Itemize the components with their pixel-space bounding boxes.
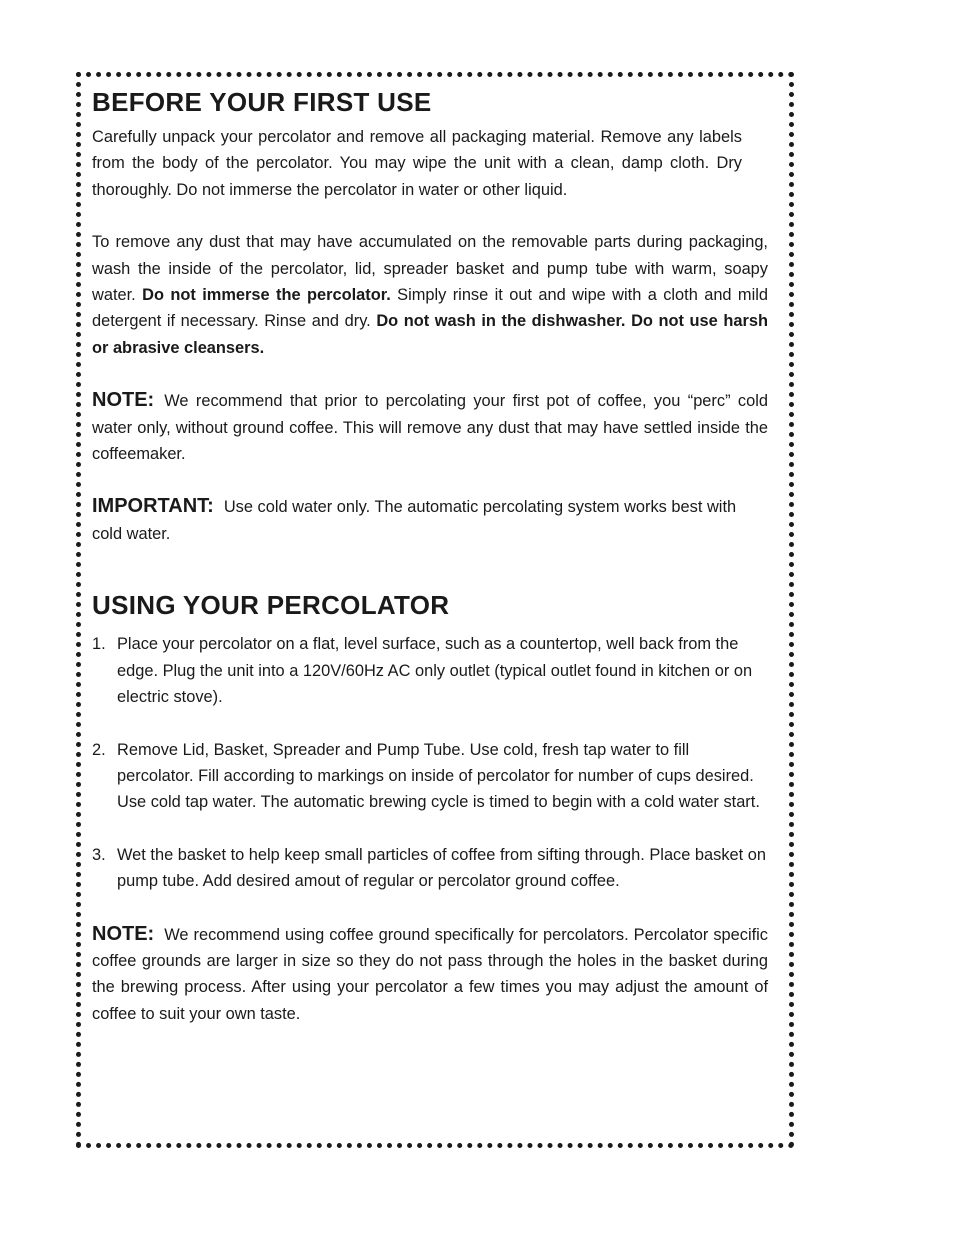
- paragraph-remove-dust-text-b: Simply rinse it out and wipe with a cloth and mild detergent if necessary. Rinse and dry.: [92, 286, 768, 331]
- note-text: We recommend that prior to percolating your first pot of coffee, you “perc” cold water only, without ground coffee. This will remove any dust that may have settled inside the coffeemaker.: [92, 392, 768, 464]
- list-item: [92, 631, 768, 710]
- note-label: NOTE:: [92, 922, 155, 945]
- step-number: 1.: [92, 635, 106, 654]
- usage-steps-list: [92, 631, 768, 894]
- warning-do-not-immerse: Do not immerse the percolator.: [142, 286, 391, 305]
- paragraph-remove-dust-text-a: To remove any dust that may have accumulated on the removable parts during packaging, wash the inside of the percolator, lid, spreader basket and pump tube with warm, soapy water.: [92, 233, 768, 305]
- important-text: Use cold water only. The automatic percolating system works best with cold water.: [92, 498, 737, 543]
- paragraph-remove-dust: [92, 229, 768, 361]
- step-text: Wet the basket to help keep small particles of coffee from sifting through. Place basket on pump tube. Add desired amout of regular or percolator ground coffee.: [117, 845, 766, 891]
- list-item: [92, 737, 768, 816]
- note-coffee-grounds: [92, 921, 768, 1028]
- step-number: 2.: [92, 740, 106, 759]
- paragraph-unpack: Carefully unpack your percolator and remove all packaging material. Remove any labels from the body of the percolator. You may wipe the unit with a clean, damp cloth. Dry thoroughly. Do not immerse the percolator in water or other liquid.: [92, 128, 742, 199]
- important-label: IMPORTANT:: [92, 495, 214, 518]
- important-cold-water: [92, 493, 768, 547]
- warning-do-not-dishwasher: Do not wash in the dishwasher. Do not use harsh or abrasive cleansers.: [92, 312, 768, 357]
- section-title-using-percolator: USING YOUR PERCOLATOR: [92, 590, 450, 621]
- note-text: We recommend using coffee ground specifically for percolators. Percolator specific coffee grounds are larger in size so they do not pass through the holes in the basket during the brewing process. After using your percolator a few times you may adjust the amount of coffee to suit your own taste.: [92, 925, 768, 1023]
- step-text: Remove Lid, Basket, Spreader and Pump Tube. Use cold, fresh tap water to fill percolator. Fill according to markings on inside of percolator for number of cups desired. Use cold tap water. The automatic brewing cycle is timed to begin with a cold water start.: [117, 740, 760, 812]
- list-item: [92, 842, 768, 895]
- page-content: [92, 86, 768, 1027]
- step-text: Place your percolator on a flat, level surface, such as a countertop, well back from the edge. Plug the unit into a 120V/60Hz AC only outlet (typical outlet found in kitchen or on electric stove).: [117, 635, 753, 707]
- note-label: NOTE:: [92, 389, 155, 412]
- note-perc-cold-water: [92, 387, 768, 467]
- section-title-before-first-use: BEFORE YOUR FIRST USE: [92, 87, 432, 117]
- step-number: 3.: [92, 845, 106, 864]
